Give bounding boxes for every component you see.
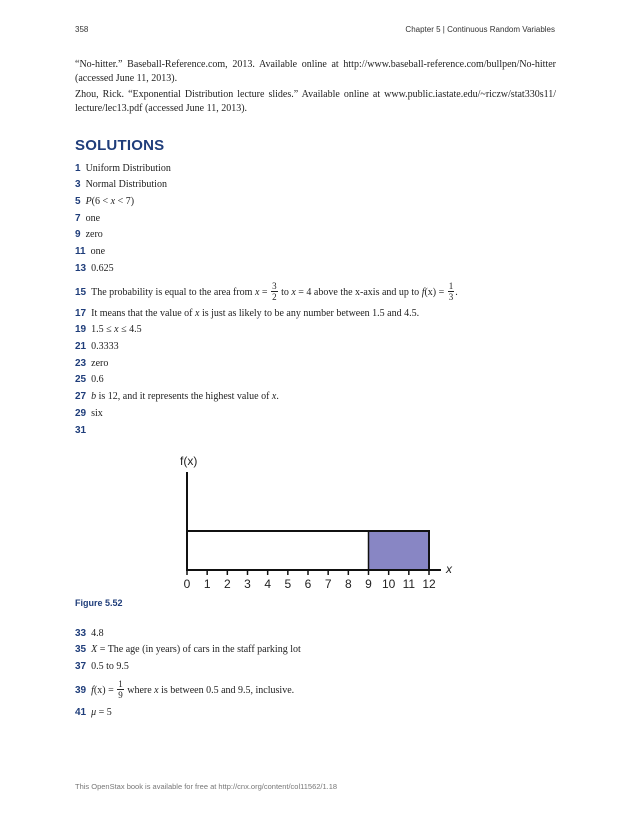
math-text: is 12, and it represents the highest value of bbox=[96, 391, 272, 402]
solution-text: 0.625 bbox=[91, 263, 114, 274]
solution-text: 0.5 to 9.5 bbox=[91, 661, 129, 672]
math-text: is between 0.5 and 9.5, inclusive. bbox=[158, 684, 295, 696]
solution-number: 27 bbox=[75, 391, 87, 402]
solution-33 bbox=[75, 628, 104, 640]
solution-41 bbox=[75, 707, 112, 719]
solution-37 bbox=[75, 661, 129, 673]
solution-number: 5 bbox=[75, 196, 81, 207]
fraction-denominator: 3 bbox=[448, 292, 454, 302]
math-f: f bbox=[91, 684, 94, 696]
x-tick-label: 8 bbox=[344, 577, 352, 591]
x-tick-label: 3 bbox=[244, 577, 251, 591]
solution-number: 25 bbox=[75, 374, 87, 385]
solution-number: 15 bbox=[75, 286, 87, 298]
fraction-denominator: 2 bbox=[272, 292, 277, 302]
math-x: x bbox=[291, 286, 296, 298]
chapter-title: Chapter 5 | Continuous Random Variables bbox=[405, 25, 555, 34]
solution-text: one bbox=[85, 213, 101, 224]
math-text: to bbox=[278, 286, 292, 298]
solution-text: Uniform Distribution bbox=[85, 163, 171, 174]
solution-number: 17 bbox=[75, 308, 87, 319]
solution-35 bbox=[75, 644, 301, 656]
shaded-region bbox=[369, 531, 430, 570]
solution-number: 23 bbox=[75, 358, 87, 369]
solution-text: = 5 bbox=[96, 707, 112, 718]
solution-text: Normal Distribution bbox=[85, 179, 167, 190]
math-text: (x) bbox=[93, 684, 106, 696]
fraction-denominator: 9 bbox=[118, 690, 123, 700]
x-tick-label: 0 bbox=[183, 577, 191, 591]
math-text: It means that the value of bbox=[91, 308, 195, 319]
math-X: X bbox=[91, 644, 98, 655]
x-tick-label: 2 bbox=[223, 577, 231, 591]
math-mu: μ bbox=[91, 707, 97, 718]
x-tick-label: 5 bbox=[284, 577, 292, 591]
solution-number: 31 bbox=[75, 425, 87, 436]
solution-text: 0.3333 bbox=[91, 341, 119, 352]
x-tick-label: 9 bbox=[365, 577, 372, 591]
x-tick-label: 12 bbox=[422, 577, 436, 591]
math-x: x bbox=[271, 391, 277, 402]
solution-number: 11 bbox=[75, 246, 86, 257]
math-text: (6 < bbox=[91, 196, 111, 207]
solution-number: 33 bbox=[75, 628, 87, 639]
math-x: x bbox=[110, 196, 116, 207]
math-text: = bbox=[259, 286, 271, 298]
solutions-heading: SOLUTIONS bbox=[75, 137, 165, 154]
math-x: x bbox=[154, 684, 159, 696]
reference-zhou: Zhou, Rick. “Exponential Distribution lecture slides.” Available online at www.public.iastate.edu/~riczw/stat330s11/ lecture/lec13.pdf (accessed June 11, 2013). bbox=[75, 89, 556, 114]
math-text: < 7) bbox=[115, 196, 135, 207]
solution-text: one bbox=[90, 246, 106, 257]
math-text: The probability is equal to the area from bbox=[91, 286, 255, 298]
math-text: ≤ 4.5 bbox=[118, 324, 142, 335]
x-tick-label: 11 bbox=[402, 577, 416, 591]
math-p: P bbox=[85, 196, 92, 207]
solution-number: 41 bbox=[75, 707, 87, 718]
math-text: = bbox=[105, 684, 117, 696]
solution-number: 39 bbox=[75, 684, 87, 696]
math-text: where bbox=[124, 684, 155, 696]
math-text: = bbox=[436, 286, 447, 298]
math-text: . bbox=[455, 286, 458, 298]
solution-number: 21 bbox=[75, 341, 87, 352]
solution-number: 1 bbox=[75, 163, 81, 174]
math-x: x bbox=[194, 308, 200, 319]
x-tick-label: 7 bbox=[324, 577, 332, 591]
solution-number: 35 bbox=[75, 644, 87, 655]
x-axis-label: x bbox=[446, 562, 452, 576]
solution-text: zero bbox=[91, 358, 109, 369]
fraction-numerator: 3 bbox=[272, 281, 277, 291]
solution-number: 13 bbox=[75, 263, 87, 274]
math-b: b bbox=[91, 391, 97, 402]
solution-number: 3 bbox=[75, 179, 81, 190]
solution-text: 4.8 bbox=[91, 628, 104, 639]
footer-note: This OpenStax book is available for free at http://cnx.org/content/col11562/1.18 bbox=[75, 782, 338, 791]
math-text: (x) bbox=[424, 286, 437, 298]
solution-39 bbox=[75, 680, 294, 701]
reference-no-hitter: “No-hitter.” Baseball-Reference.com, 2013. Available online at http://www.baseball-reference.com/bullpen/No-hitter (accessed June 11, 2013). bbox=[75, 59, 556, 84]
solution-number: 37 bbox=[75, 661, 87, 672]
y-axis-label: f(x) bbox=[180, 454, 198, 468]
math-x: x bbox=[114, 324, 119, 335]
fraction-one-ninth bbox=[117, 679, 124, 700]
solution-number: 19 bbox=[75, 324, 87, 335]
fraction-numerator: 1 bbox=[448, 281, 454, 291]
math-text: = 4 above the x-axis and up to bbox=[295, 286, 422, 298]
math-f: f bbox=[421, 286, 425, 298]
math-text: . bbox=[276, 391, 279, 402]
solution-number: 9 bbox=[75, 229, 81, 240]
math-text: is just as likely to be any number between 1.5 and 4.5. bbox=[199, 308, 420, 319]
figure-caption: Figure 5.52 bbox=[75, 598, 123, 608]
math-x: x bbox=[254, 286, 260, 298]
fraction-numerator: 1 bbox=[118, 679, 123, 689]
solution-text: = The age (in years) of cars in the staff parking lot bbox=[97, 644, 301, 655]
math-text: 1.5 ≤ bbox=[91, 324, 115, 335]
solution-number: 7 bbox=[75, 213, 81, 224]
solution-number: 29 bbox=[75, 408, 87, 419]
x-tick-label: 1 bbox=[203, 577, 211, 591]
x-tick-label: 10 bbox=[381, 577, 396, 591]
solution-text: 0.6 bbox=[91, 374, 104, 385]
solution-text: six bbox=[91, 408, 103, 419]
x-tick-label: 4 bbox=[264, 577, 272, 591]
solution-text: zero bbox=[85, 229, 103, 240]
page-number: 358 bbox=[75, 25, 89, 34]
x-tick-label: 6 bbox=[304, 577, 312, 591]
